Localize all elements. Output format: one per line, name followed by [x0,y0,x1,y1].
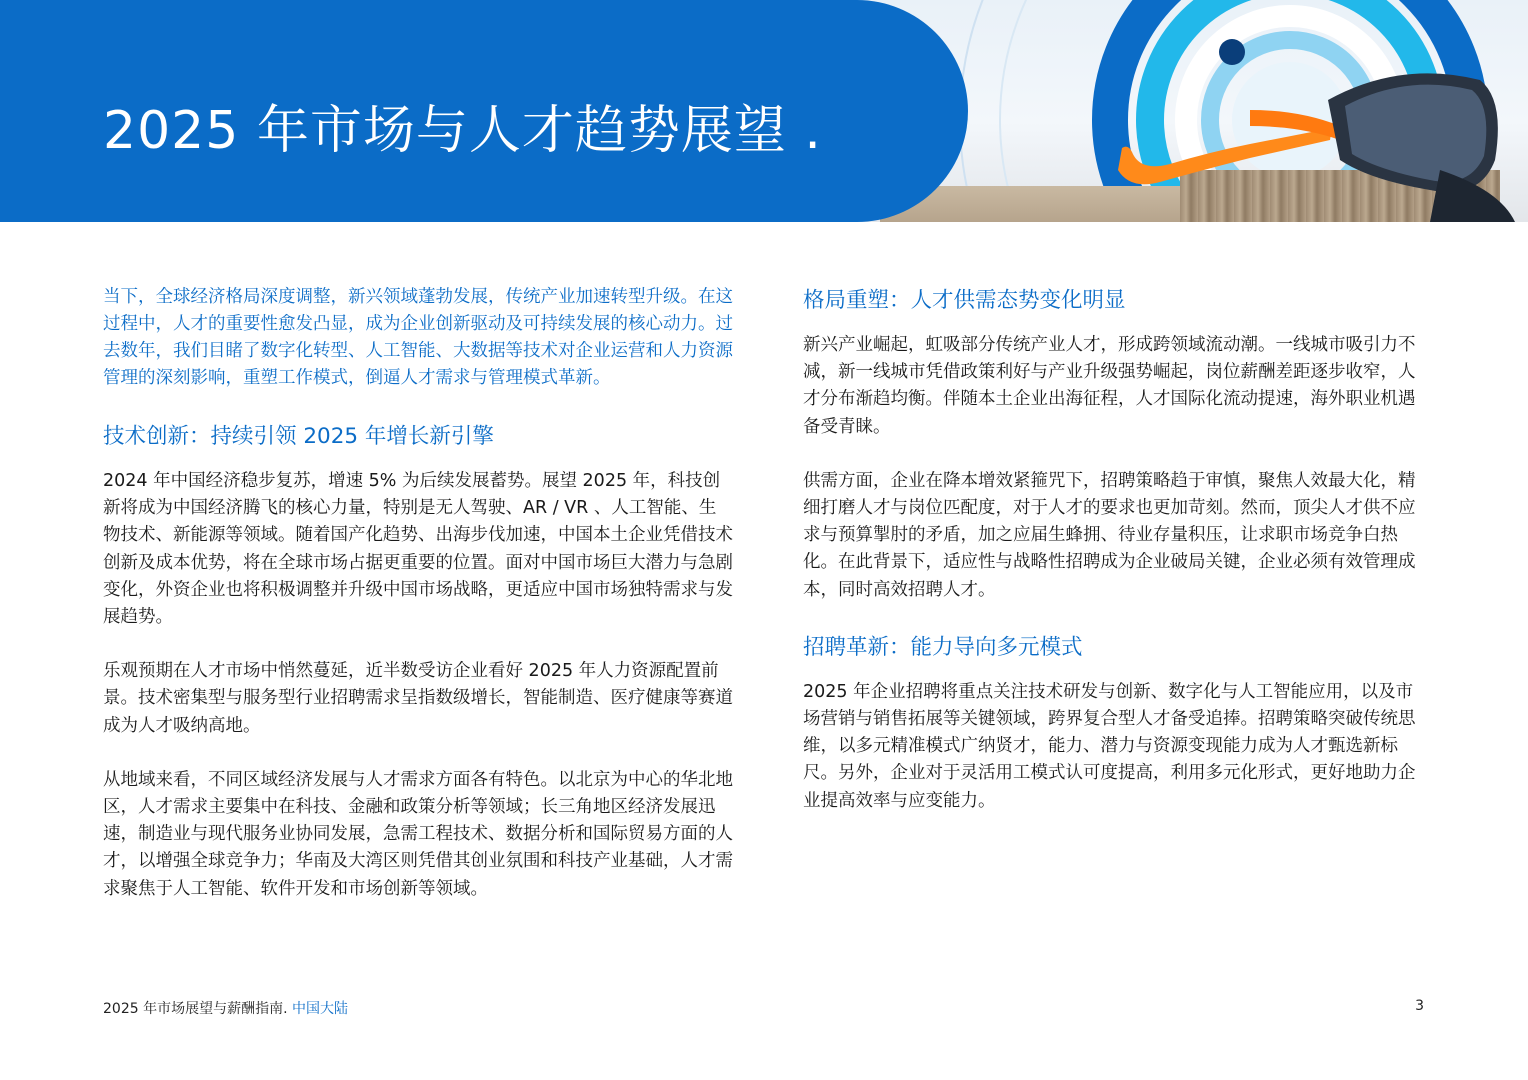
footer-publication [103,998,348,1018]
page-number: 3 [1415,998,1424,1014]
intro-paragraph: 当下，全球经济格局深度调整，新兴领域蓬勃发展，传统产业加速转型升级。在这过程中，人才的重要性愈发凸显，成为企业创新驱动及可持续发展的核心动力。过去数年，我们目睹了数字化转型、人工智能、大数据等技术对企业运营和人力资源管理的深刻影响，重塑工作模式，倒逼人才需求与管理模式革新。 [103,287,733,388]
page-title: 2025 年市场与人才趋势展望 . [103,101,822,161]
header-banner [0,0,1528,222]
body-paragraph: 供需方面，企业在降本增效紧箍咒下，招聘策略趋于审慎，聚焦人效最大化，精细打磨人才与岗位匹配度，对于人才的要求也更加苛刻。然而，顶尖人才供不应求与预算掣肘的矛盾，加之应届生蜂拥、待业存量积压，让求职市场竞争白热化。在此背景下，适应性与战略性招聘成为企业破局关键，企业必须有效管理成本，同时高效招聘人才。 [803,470,1416,600]
right-column [803,284,1427,842]
body-paragraph: 从地域来看，不同区域经济发展与人才需求方面各有特色。以北京为中心的华北地区，人才需求主要集中在科技、金融和政策分析等领域；长三角地区经济发展迅速，制造业与现代服务业协同发展，急需工程技术、数据分析和国际贸易方面的人才，以增强全球竞争力；华南及大湾区则凭借其创业氛围和科技产业基础，人才需求聚焦于人工智能、软件开发和市场创新等领域。 [103,769,733,899]
body-paragraph: 2025 年企业招聘将重点关注技术研发与创新、数字化与人工智能应用，以及市场营销与销售拓展等关键领域，跨界复合型人才备受追捧。招聘策略突破传统思维，以多元精准模式广纳贤才，能力、潜力与资源变现能力成为人才甄选新标尺。另外，企业对于灵活用工模式认可度提高，利用多元化形式，更好地助力企业提高效率与应变能力。 [803,681,1416,811]
left-column [103,284,733,930]
body-paragraph: 2024 年中国经济稳步复苏，增速 5% 为后续发展蓄势。展望 2025 年，科技创新将成为中国经济腾飞的核心力量，特别是无人驾驶、AR / VR 、人工智能、生物技术、新能源等领域。随着国产化趋势、出海步伐加速，中国本土企业凭借技术创新及成本优势，将在全球市场占据更重要的位置。面对中国市场巨大潜力与急剧变化，外资企业也将积极调整并升级中国市场战略，更适应中国市场独特需求与发展趋势。 [103,471,733,628]
section-heading-recruitment: 招聘革新：能力导向多元模式 [803,634,1083,660]
sunglasses-photo [1100,40,1520,222]
section-heading-landscape: 格局重塑：人才供需态势变化明显 [803,288,1126,313]
section-heading-tech-innovation: 技术创新：持续引领 2025 年增长新引擎 [103,424,494,449]
body-paragraph: 乐观预期在人才市场中悄然蔓延，近半数受访企业看好 2025 年人力资源配置前景。技术密集型与服务型行业招聘需求呈指数级增长，智能制造、医疗健康等赛道成为人才吸纳高地。 [103,661,733,736]
footer-publication-title: 2025 年市场展望与薪酬指南. [103,1001,292,1017]
body-paragraph: 新兴产业崛起，虹吸部分传统产业人才，形成跨领域流动潮。一线城市吸引力不减，新一线城市凭借政策利好与产业升级强势崛起，岗位薪酬差距逐步收窄，人才分布渐趋均衡。伴随本土企业出海征程，人才国际化流动提速，海外职业机遇备受青睐。 [803,335,1416,437]
footer-region: 中国大陆 [291,1001,348,1017]
